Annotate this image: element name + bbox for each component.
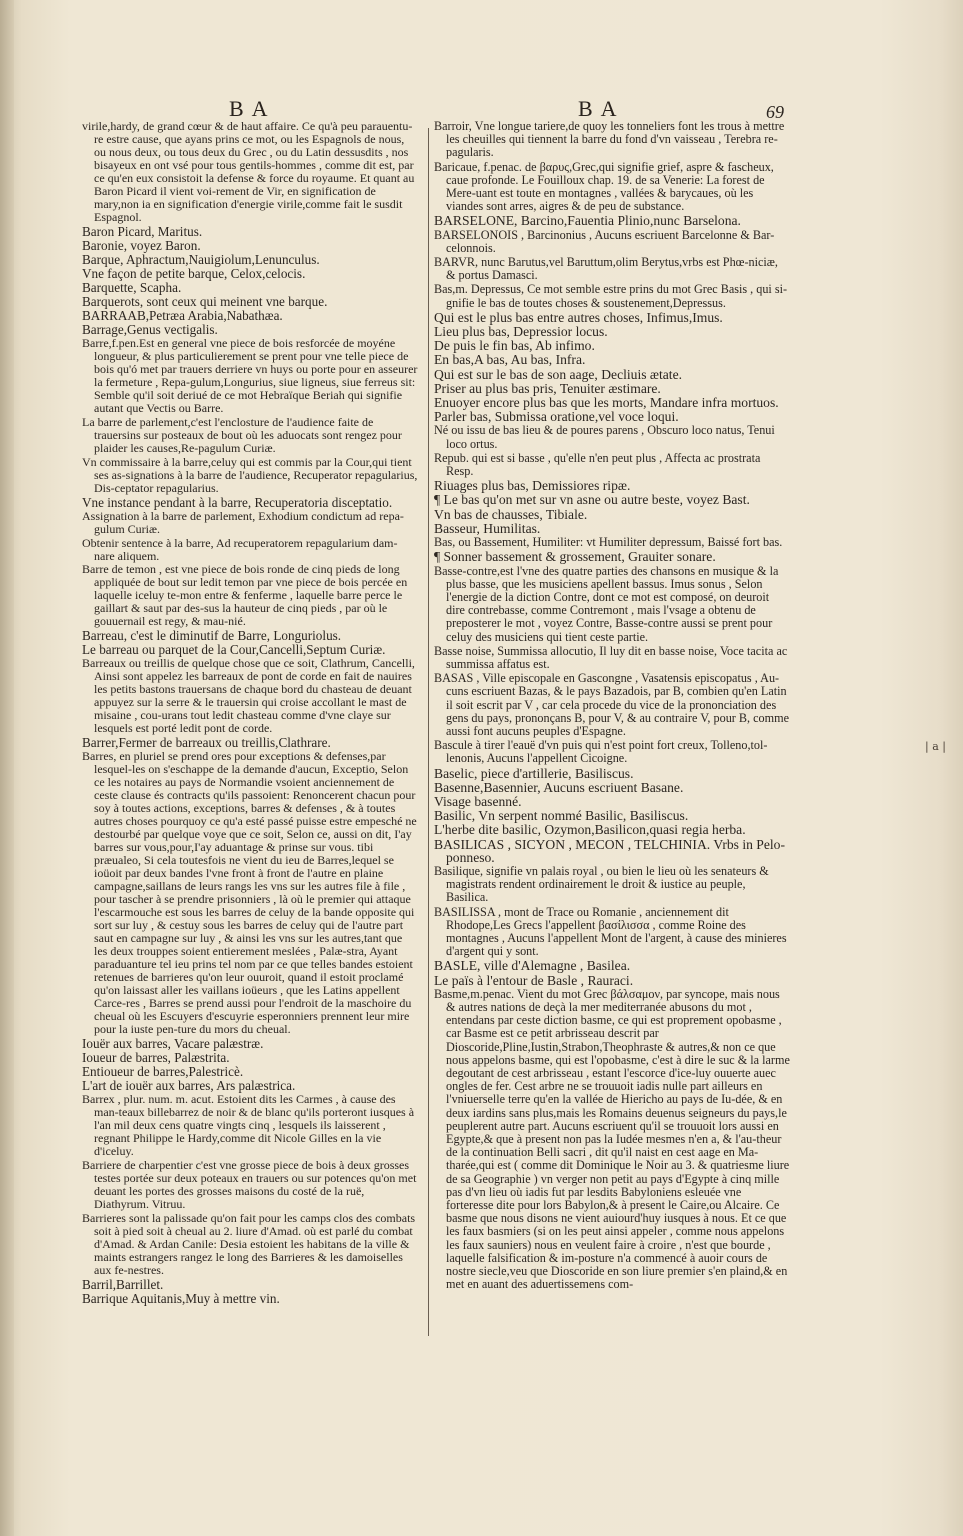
dictionary-entry: Bascule à tirer l'eauë d'vn puis qui n'est point fort creux, Tolleno,tol-lenonis, Aucuns l'appellent Cicoigne. <box>434 738 768 766</box>
dictionary-entry: Basenne,Basennier, Aucuns escriuent Basane. <box>434 779 684 795</box>
dictionary-entry: Baricaue, f.penac. de βαρυς,Grec,qui signifie grief, aspre & fascheux, caue profonde. Le Fouilloux chap. 19. de sa Venerie: La forest de Mere-uant est toute en montagnes , vallées & barycaues, où les viandes sont arres, aigres & de peu de substance. <box>434 159 774 214</box>
dictionary-entry: Lieu plus bas, Depressior locus. <box>434 324 608 340</box>
dictionary-entry: Le barreau ou parquet de la Cour,Cancelli,Septum Curiæ. <box>82 642 386 658</box>
dictionary-entry: BASLE, ville d'Alemagne , Basilea. <box>434 958 631 974</box>
dictionary-entry: Basse noise, Summissa allocutio, Il luy dit en basse noise, Voce tacita ac summissa affatus est. <box>434 643 788 671</box>
dictionary-entry: Barquette, Scapha. <box>82 279 182 295</box>
dictionary-entry: La barre de parlement,c'est l'enclosture de l'audience faite de trauersins sur posteaux de bout où les aduocats sont rengez pour plaider les causes,Re-pagulum Curiæ. <box>82 414 402 455</box>
dictionary-entry: Vne façon de petite barque, Celox,celocis. <box>82 265 306 281</box>
dictionary-entry: Baron Picard, Maritus. <box>82 223 203 239</box>
dictionary-entry: Barquerots, sont ceux qui meinent vne barque. <box>82 293 328 309</box>
dictionary-entry: De puis le fin bas, Ab infimo. <box>434 338 595 354</box>
dictionary-entry: Barrieres sont la palissade qu'on fait pour les camps clos des combats soit à pied soit à cheual au 2. liure d'Amad. où est parlé du combat d'Amad. & Ardan Canile: Desia estoient les habitans de la ville & maints estrangers rangez le long des Barrieres & les damoiselles aux fe-nestres. <box>82 1210 416 1277</box>
dictionary-entry: Entioueur de barres,Palestricè. <box>82 1063 244 1079</box>
dictionary-entry: Iouër aux barres, Vacare palæstræ. <box>82 1035 264 1051</box>
dictionary-entry: Basilique, signifie vn palais royal , ou bien le lieu où les senateurs & magistrats rendent ordinairement le droit & iustice au peuple, Basilica. <box>434 863 769 905</box>
dictionary-entry: Barres, en pluriel se prend ores pour exceptions & defenses,par lesquel-les on s'eschappe de la demande d'aucun, Exceptio, Selon ce les notaires au pays de Normandie vsoient anciennement de ceste clause és contracts qu'ils passoient: Renoncerent chacun pour soy à toutes actions, exceptions, barres & defenses , & à toutes autres choses pourquoy ce qu'a esté passé puisse estre empesché ne destourbé par quelque voye que ce soit, Selon ce, aussi on dit, I'ay barres sur vous,pour,I'ay aduantage & prinse sur vous. tibi præualeo, Si cela toutesfois ne vient du ieu de Barres,lequel se ioüoit par deux bandes l'vne front à front de l'autre en plaine campagne,saillans de leurs rangs les vns sur les autres file à file , pour tascher à se prendre prisonniers , là où le premier qui attaque l'escarmouche est sous les barres de celuy de la bande opposite qui sort sur luy , & cestuy sous les barres de celuy qui de l'autre part saut en campagne sur luy , & ainsi les vns sur les autres,tant que les deux trouppes soient entierement meslées , Palæ-stra, Ayant paraduanture tel ieu prins tel nom par ce que telles bandes estoient retenues de barrieres qu'on leur ouuroit, quand il estoit proclamé qu'on laissast aller les vaillans ioüeurs , que les Latins appellent Carce-res , Barres se prend aussi pour l'endroit de la maschoire du cheual où les Escuyers d'escuyrie esperonniers prennent leur mire pour la iuste pen-ture du mors du cheual. <box>82 749 417 1036</box>
dictionary-entry: Riuages plus bas, Demissiores ripæ. <box>434 478 631 494</box>
dictionary-entry: Baronie, voyez Baron. <box>82 237 201 253</box>
dictionary-entry: ¶ Sonner bassement & grossement, Grauiter sonare. <box>434 549 716 565</box>
dictionary-entry: Basseur, Humilitas. <box>434 520 541 536</box>
dictionary-entry: L'art de iouër aux barres, Ars palæstrica. <box>82 1077 296 1093</box>
dictionary-entry: Barrage,Genus vectigalis. <box>82 321 218 337</box>
dictionary-entry: Barre de temon , est vne piece de bois ronde de cinq pieds de long appliquée de bout sur ledit temon par vne piece de bois percée en laquelle iceluy te-mon entre & fenferme , laquelle barre perce le gaillart & saut par des-sus la hauteur de cinq pieds , par où le gouuernail est regy, & mau-nié. <box>82 562 408 629</box>
dictionary-entry: Parler bas, Submissa oratione,vel voce loqui. <box>434 409 679 425</box>
binding-gutter <box>0 0 14 1536</box>
dictionary-entry: Barrex , plur. num. m. acut. Estoient dits les Carmes , à cause des man-teaux billebarrez de noir & de blanc qu'ils porteront iusques à l'an mil deux cens quatre vingts cinq , lesquels ils laisserent , regnant Philippe le Hardy,comme dit Nicole Gilles en la vie d'iceluy. <box>82 1091 415 1158</box>
dictionary-entry: Qui est sur le bas de son aage, Decliuis ætate. <box>434 366 683 382</box>
dictionary-entry: Barreau, c'est le diminutif de Barre, Longuriolus. <box>82 628 342 644</box>
dictionary-entry: En bas,A bas, Au bas, Infra. <box>434 352 586 368</box>
dictionary-entry: Enuoyer encore plus bas que les morts, Mandare infra mortuos. <box>434 395 779 411</box>
dictionary-entry: Barrique Aquitanis,Muy à mettre vin. <box>82 1290 280 1306</box>
dictionary-entry: Ioueur de barres, Palæstrita. <box>82 1049 230 1065</box>
dictionary-entry: Bas, ou Bassement, Humiliter: vt Humiliter depressum, Baissé fort bas. <box>434 535 783 550</box>
dictionary-entry: Vne instance pendant à la barre, Recuperatoria disceptatio. <box>82 494 393 510</box>
left-running-head: BA <box>229 96 276 121</box>
dictionary-entry: Barriere de charpentier c'est vne grosse piece de bois à deux grosses testes portée sur deux poteaux en trauers ou sur potences qu'on met deuant les portes des grosses maisons du costé de la ruë, Diathyrum. Vitruu. <box>82 1157 417 1211</box>
dictionary-entry: BARVR, nunc Barutus,vel Baruttum,olim Berytus,vrbs est Phœ-niciæ, & portus Damasci. <box>434 255 778 283</box>
dictionary-entry: Priser au plus bas pris, Tenuiter æstimare. <box>434 380 661 396</box>
dictionary-entry: Barroir, Vne longue tariere,de quoy les tonneliers font les trous à mettre les cheuilles qui tiennent la barre du fond d'vn vaisseau , Terebra re-pagularis. <box>434 119 785 160</box>
dictionary-entry: BARRAAB,Petræa Arabia,Nabathæa. <box>82 307 283 323</box>
dictionary-entry: Vn bas de chausses, Tibiale. <box>434 506 588 522</box>
margin-mark: | a | <box>925 740 946 753</box>
dictionary-entry: Barril,Barrillet. <box>82 1276 164 1292</box>
dictionary-entry: Vn commissaire à la barre,celuy qui est commis par la Cour,qui tient ses as-signations à la barre de l'audience, Recuperator repagularius, Dis-ceptator repagularius. <box>82 454 418 495</box>
dictionary-entry: BARSELONE, Barcino,Fauentia Plinio,nunc Barselona. <box>434 213 741 229</box>
dictionary-entry: BASAS , Ville episcopale en Gascongne , Vasatensis episcopatus , Au-cuns escriuent Bazas, & le pays Bazadois, par B, combien qu'en Latin il soit escrit par V , car cela procede du vice de la prononciation des gens du pays, prononçans B, pour V, & au contraire V, pour B, comme aussi font aucuns peuples d'Espagne. <box>434 671 790 738</box>
dictionary-entry: ¶ Le bas qu'on met sur vn asne ou autre beste, voyez Bast. <box>434 492 750 508</box>
dictionary-entry: Barque, Aphractum,Nauigiolum,Lenunculus. <box>82 251 320 267</box>
dictionary-entry: Le païs à l'entour de Basle , Rauraci. <box>434 972 634 988</box>
right-column <box>434 120 790 1292</box>
dictionary-entry: Barrer,Fermer de barreaux ou treillis,Clathrare. <box>82 735 331 751</box>
dictionary-entry: Basilic, Vn serpent nommé Basilic, Basiliscus. <box>434 808 689 824</box>
dictionary-entry: virile,hardy, de grand cœur & de haut affaire. Ce qu'à peu parauentu-re estre cause, que ayans prins ce mot, ou les Espagnols de nous, ou nous deux, ou tous deux du Grec , ou du Latin dessusdits , nos bisayeux en ont vsé pour tous gentils-hommes , comme dit est, par ce qu'en eux consistoit la defense & force du royaume. Et quant au Baron Picard il vient voi-rement de Vir, en signification de mary,non ia en signification d'energie virile,comme fait le susdit Espagnol. <box>82 119 415 224</box>
dictionary-entry: Barre,f.pen.Est en general vne piece de bois resforcée de moyéne longueur, & plus particulierement se prent pour vne telle piece de bois qu'ó met par trauers derriere vn huys ou porte pour en asseurer la fermeture , Repa-gulum,Longurius, siue ligneus, siue ferreus sit: Semble qu'il soit deriué de ce mot Hebraïque Beriah qui signifie autant que Vectis ou Barre. <box>82 335 418 415</box>
dictionary-entry: BASILICAS , SICYON , MECON , TELCHINIA. Vrbs in Pelo-ponneso. <box>434 836 785 865</box>
dictionary-entry: Repub. qui est si basse , qu'elle n'en peut plus , Affecta ac prostrata Resp. <box>434 450 761 479</box>
dictionary-entry: Assignation à la barre de parlement, Exhodium condictum ad repa-gulum Curiæ. <box>82 508 404 536</box>
left-column <box>82 120 418 1306</box>
dictionary-entry: Basse-contre,est l'vne des quatre parties des chansons en musique & la plus basse, que les musiciens apellent bassus. Imus sonus , Selon l'energie de la diction Contre, dont ce mot est composé, on deuroit dire contrebasse, comme Contremont , mais l'vsage a obtenu de preposterer le mot , voyez Contre, Basse-contre aussi se prent pour celuy des musiciens qui tient ceste partie. <box>434 563 779 644</box>
dictionary-entry: BARSELONOIS , Barcinonius , Aucuns escriuent Barcelonne & Bar-celonnois. <box>434 227 775 255</box>
column-rule <box>428 128 429 1336</box>
dictionary-entry: Né ou issu de bas lieu & de poures parens , Obscuro loco natus, Tenui loco ortus. <box>434 423 775 451</box>
dictionary-entry: L'herbe dite basilic, Ozymon,Basilicon,quasi regia herba. <box>434 822 746 838</box>
page-number: 69 <box>766 102 784 122</box>
dictionary-entry: Qui est le plus bas entre autres choses, Infimus,Imus. <box>434 309 723 325</box>
dictionary-entry: Barreaux ou treillis de quelque chose que ce soit, Clathrum, Cancelli, Ainsi sont appelez les barreaux de pont de corde en fait de nauires les petits bastons trauersans de chaque bord du chasteau de deuant appuyez sur la serre & le trauersin qui croise accollant le mast de misaine , cou-urans tout ledit chasteau comme d'vne claye sur lesquels est porté ledit pont de corde. <box>82 656 415 736</box>
dictionary-entry: Obtenir sentence à la barre, Ad recuperatorem repagularium dam-nare aliquem. <box>82 535 398 563</box>
dictionary-entry: BASILISSA , mont de Trace ou Romanie , anciennement dit Rhodope,Les Grecs l'appellent βασίλισσα , comme Roine des montagnes , Aucuns l'appellent Mont de l'argent, à cause des minieres d'argent qui y sont. <box>434 904 787 959</box>
dictionary-entry: Bas,m. Depressus, Ce mot semble estre prins du mot Grec Basis , qui si-gnifie le bas de toutes choses & soustenement,Depressus. <box>434 282 788 310</box>
right-running-head: BA <box>578 96 625 121</box>
dictionary-entry: Baselic, piece d'artillerie, Basiliscus. <box>434 765 634 781</box>
dictionary-entry: Visage basenné. <box>434 793 522 809</box>
dictionary-entry: Basme,m.penac. Vient du mot Grec βάλσαμον, par syncope, mais nous & autres nations de deçà la mer mediterranée abusons du mot , entendans par ceste diction basme, ce qui est proprement opobasme , car Basme est ce petit arbrisseau descrit par Dioscoride,Pline,Iustin,Strabon,Theophraste & autres,& non ce que nous appelons basme, qui est l'opobasme, c'est à dire le suc & la larme degoutant de cest arbrisseau , estant l'escorce d'ice-luy ouuerte auec ongles de fer. Cest arbre ne se trouuoit iadis nulle part ailleurs en l'vniuerselle terre qu'en la vallée de Hiericho au pays de Iu-dée, & en deux iardins sans plus,mais les Romains deuenus seigneurs du pays,le peuplerent autre part. Aucuns escriuent qu'il se trouuoit lors aussi en Egypte,& que à present non pas la Iudée mesmes n'en a, & l'au-theur de la continuation Belli sacri , dit qu'il naist en cest aage en Ma-tharée,qui est ( comme dit Dominique le Noir au 3. & quatriesme liure de sa Geographie ) vn verger non petit au pays d'Egypte à cinq mille pas d'vn lieu où iadis fut par lesdits Babyloniens esleuée vne forteresse dite pour lors Babylon,& à present le Caire,ou Alcaire. Ce basme que nous disons ne vient auiourd'huy iusques à nous. Et ce que les faux basmiers (si on les peut ainsi appeler , comme nous appelons les faux sauniers) nous en veulent faire à croire , n'est que bourde , laquelle falsification & im-posture n'a commencé à auoir cours de nostre siecle,veu que Dioscoride en son liure premier s'en plaind,& en met en auant des aduertissemens com- <box>434 986 790 1292</box>
